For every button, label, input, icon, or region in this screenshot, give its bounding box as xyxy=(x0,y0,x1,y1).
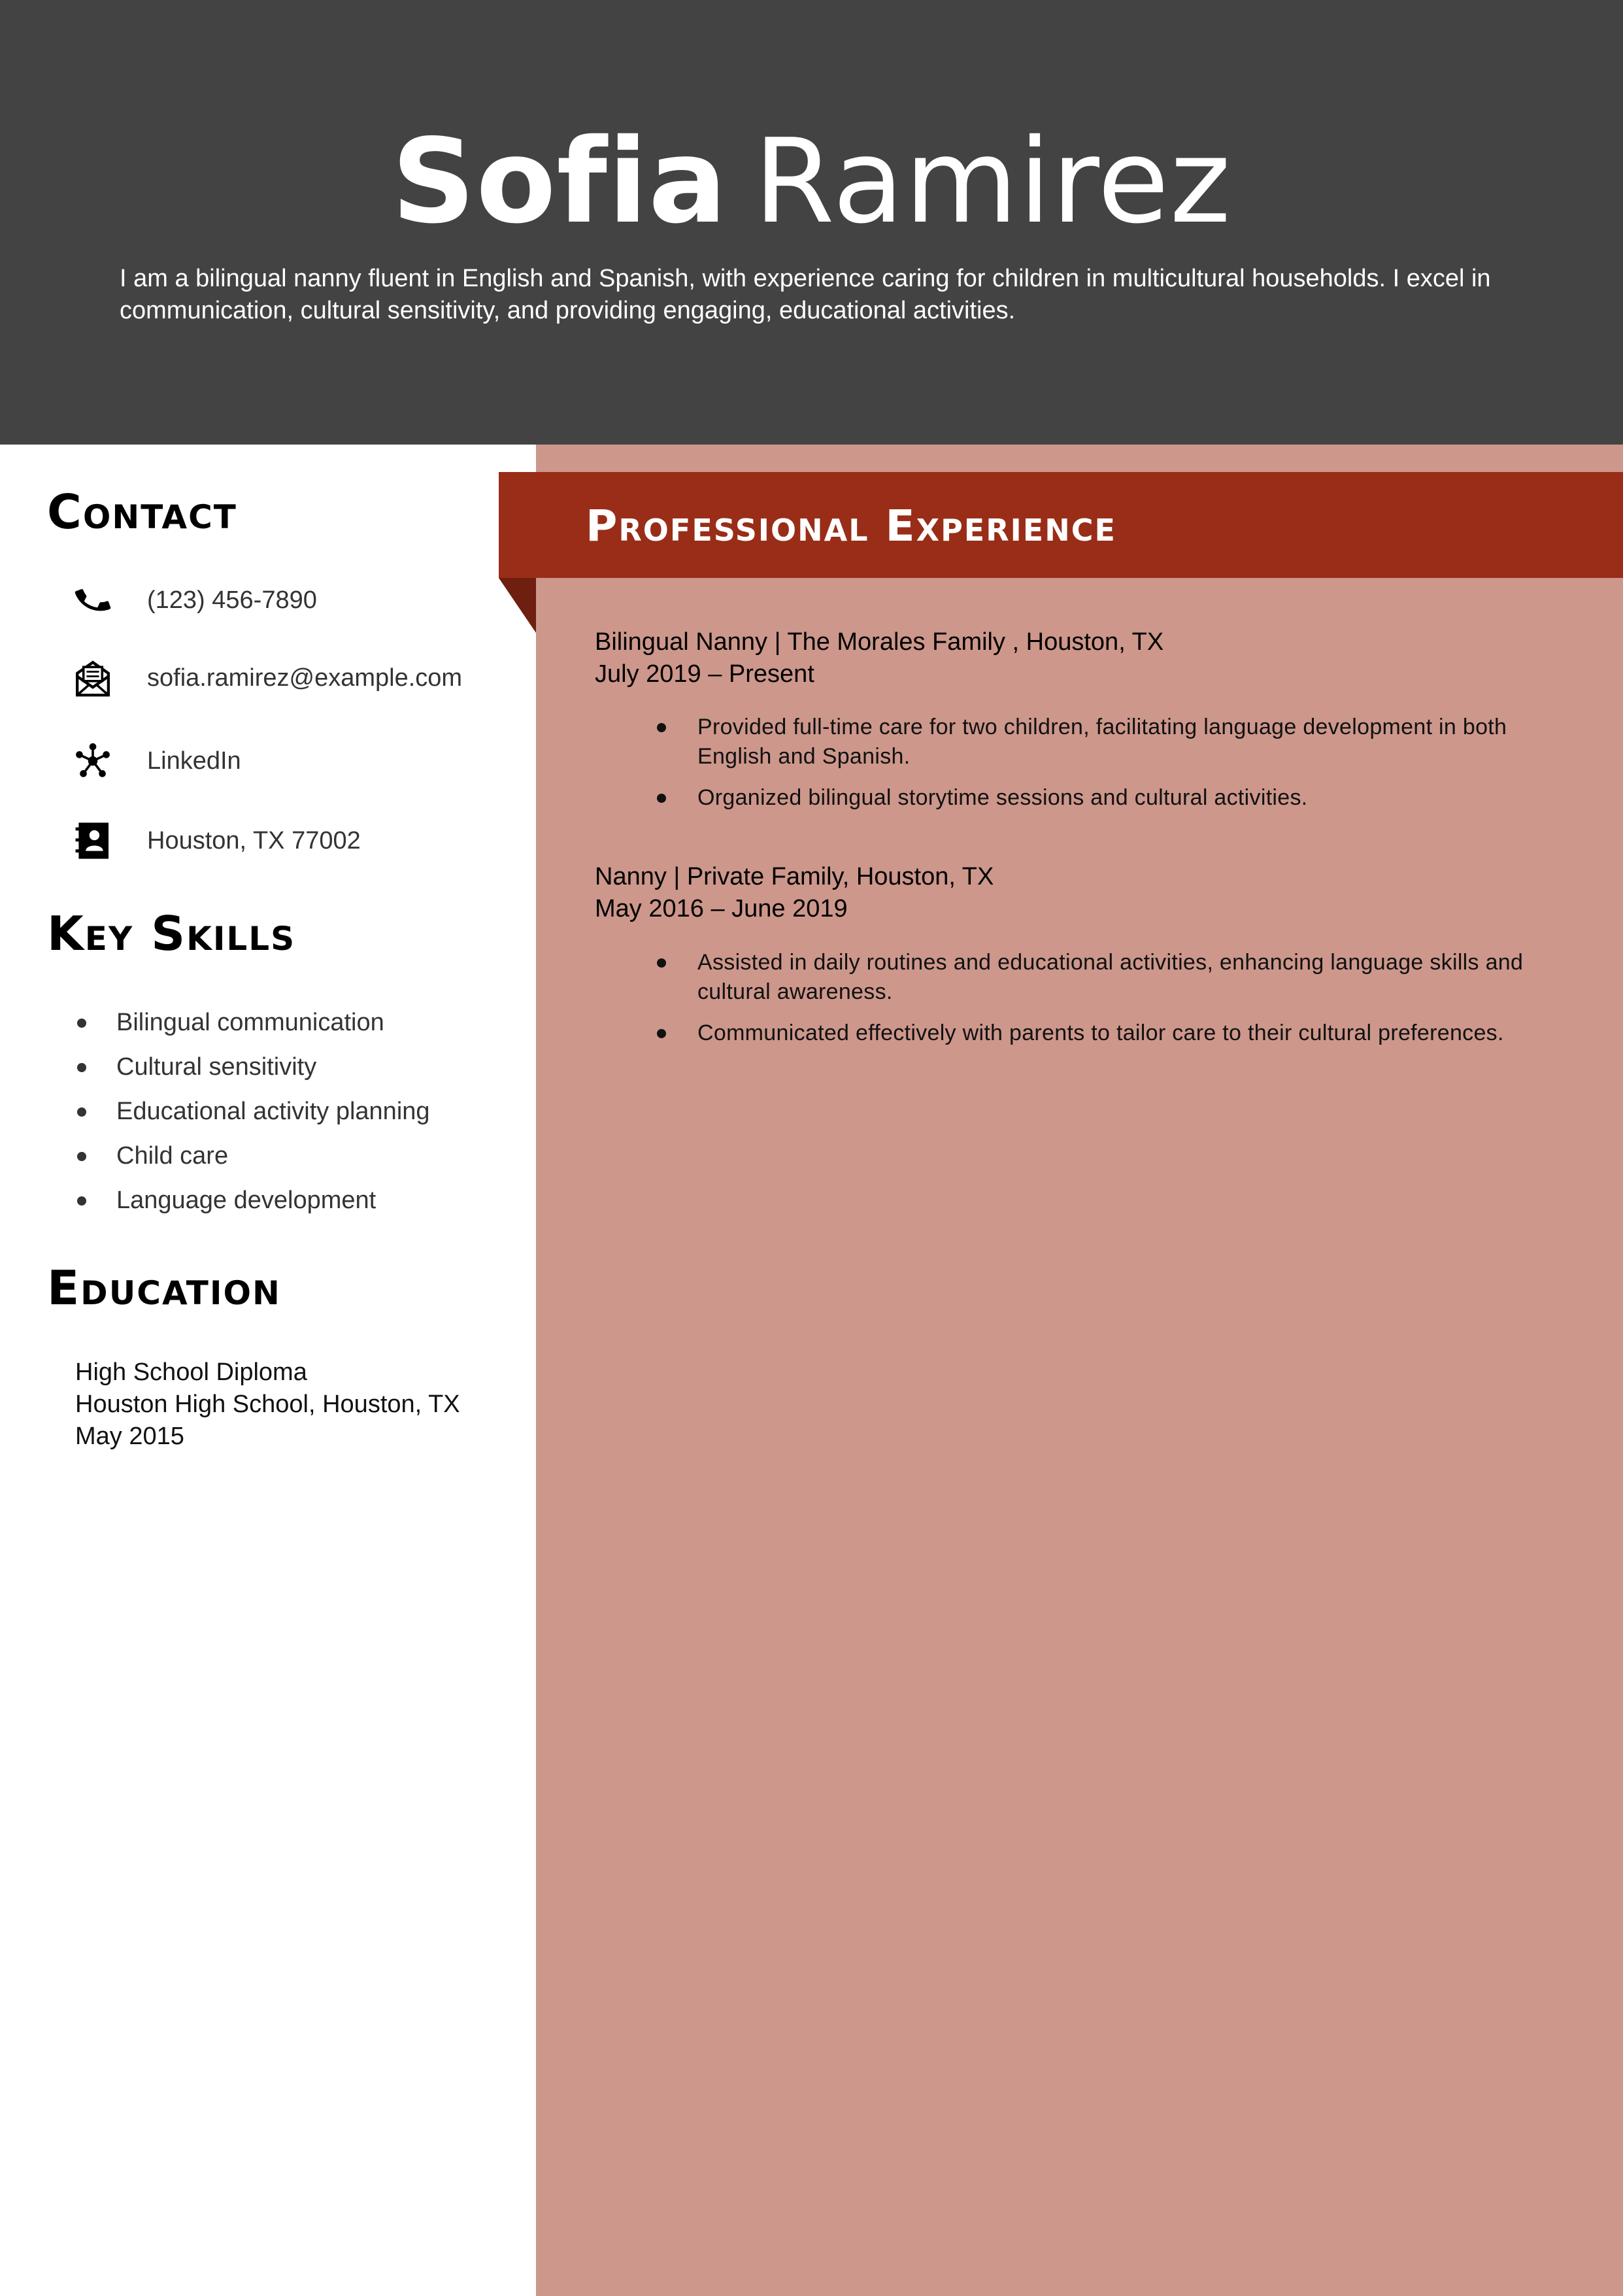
list-item: Language development xyxy=(77,1178,430,1223)
degree: High School Diploma xyxy=(75,1359,307,1386)
list-item: Bilingual communication xyxy=(77,1000,430,1045)
list-item: Educational activity planning xyxy=(77,1089,430,1134)
education-heading: Education xyxy=(47,1260,281,1315)
list-item: Assisted in daily routines and educational activities, enhancing language skills and cultural awareness. xyxy=(657,948,1585,1007)
education-entry xyxy=(75,1357,460,1453)
resume-header xyxy=(0,0,1623,445)
job-entry-1 xyxy=(595,626,1163,690)
last-name: Ramirez xyxy=(754,114,1231,249)
job-1-bullets xyxy=(657,713,1585,824)
list-item: Organized bilingual storytime sessions and cultural activities. xyxy=(657,783,1585,813)
contact-location xyxy=(72,820,361,862)
linkedin-link[interactable]: LinkedIn xyxy=(147,747,241,775)
skills-heading: Key Skills xyxy=(47,906,296,961)
job-title: Bilingual Nanny | The Morales Family , Houston, TX xyxy=(595,628,1164,656)
first-name: Sofia xyxy=(392,114,728,249)
email-text[interactable]: sofia.ramirez@example.com xyxy=(147,664,463,692)
contact-heading: Contact xyxy=(47,484,237,539)
list-item: Child care xyxy=(77,1134,430,1178)
job-entry-2 xyxy=(595,861,994,925)
network-icon xyxy=(72,740,114,782)
job-dates: May 2016 – June 2019 xyxy=(595,895,848,922)
banner-fold-decoration xyxy=(499,578,536,633)
job-2-bullets xyxy=(657,948,1585,1060)
contact-phone xyxy=(72,579,317,621)
contact-linkedin xyxy=(72,740,241,782)
envelope-icon xyxy=(72,657,114,699)
school: Houston High School, Houston, TX xyxy=(75,1391,460,1418)
contact-email xyxy=(72,657,463,699)
list-item: Communicated effectively with parents to tailor care to their cultural preferences. xyxy=(657,1019,1585,1048)
address-book-icon xyxy=(72,820,114,862)
professional-summary: I am a bilingual nanny fluent in English and Spanish, with experience caring for children in multicultural households. I excel in communication, cultural sensitivity, and providing engaging, educational activities. xyxy=(120,265,1491,324)
location-text: Houston, TX 77002 xyxy=(147,826,361,854)
graduation-date: May 2015 xyxy=(75,1423,184,1450)
phone-text[interactable]: (123) 456-7890 xyxy=(147,586,317,614)
list-item: Provided full-time care for two children, facilitating language development in both English and Spanish. xyxy=(657,713,1585,771)
job-title: Nanny | Private Family, Houston, TX xyxy=(595,863,994,890)
experience-heading: Professional Experience xyxy=(586,501,1116,551)
skills-list xyxy=(77,1000,430,1223)
candidate-name xyxy=(0,116,1623,247)
list-item: Cultural sensitivity xyxy=(77,1045,430,1089)
phone-icon xyxy=(72,579,114,621)
job-dates: July 2019 – Present xyxy=(595,660,814,688)
